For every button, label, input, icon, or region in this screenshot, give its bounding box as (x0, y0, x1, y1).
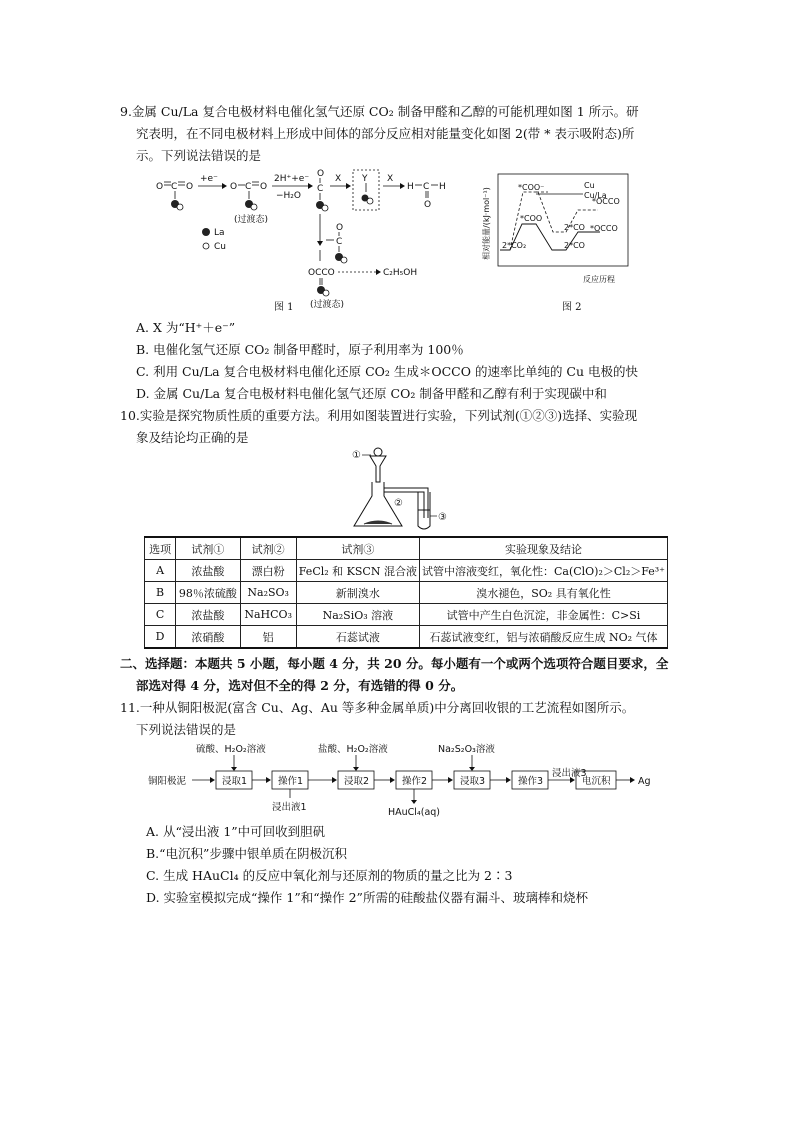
flow-reagent-1: 硫酸、H₂O₂溶液 (196, 744, 266, 755)
flow-box-op1: 操作1 (278, 776, 304, 787)
flow-out-2: HAuCl₄(aq) (388, 807, 441, 818)
table-row: C 浓盐酸 NaHCO₃ Na₂SiO₃ 溶液 试管中产生白色沉淀，非金属性：C>Si (145, 604, 668, 626)
q9-option-d: D. 金属 Cu/La 复合电极材料电催化氢气还原 CO₂ 制备甲醛和乙醇有利于实现碳中和 (136, 386, 607, 401)
state-2co2: 2*CO₂ (502, 241, 527, 250)
q9-stem-line1: 9.金属 Cu/La 复合电极材料电催化氢气还原 CO₂ 制备甲醛和乙醇的可能机理如图 1 所示。研 (120, 104, 639, 119)
table-row: A 浓盐酸 漂白粉 FeCl₂ 和 KSCN 混合液 试管中溶液变红，氧化性：Ca(ClO)₂＞Cl₂＞Fe³⁺ (145, 560, 668, 582)
flow-out-3: 浸出液3 (552, 768, 587, 779)
figure-2-energy-profile (478, 170, 638, 300)
hcho-o: O (424, 200, 432, 210)
legend-cu: Cu (214, 242, 226, 252)
q11-stem-line2: 下列说法错误的是 (136, 722, 237, 737)
flow-box-leach1: 浸取1 (222, 776, 248, 787)
q11-stem-line1: 11.一种从铜阳极泥(富含 Cu、Ag、Au 等多种金属单质)中分离回收银的工艺流程如图所示。 (120, 700, 635, 715)
q11-option-d: D. 实验室模拟完成“操作 1”和“操作 2”所需的硅酸盐仪器有漏斗、玻璃棒和烧杯 (146, 890, 588, 905)
q9-option-c: C. 利用 Cu/La 复合电极材料电催化还原 CO₂ 生成＊OCCO 的速率比单纯的 Cu 电极的快 (136, 364, 639, 379)
legend-cu-marker (203, 243, 209, 249)
flow-box-op3: 操作3 (518, 776, 544, 787)
q9-option-b: B. 电催化氢气还原 CO₂ 制备甲醛时，原子利用率为 100％ (136, 342, 464, 357)
flow-start: 铜阳极泥 (148, 776, 187, 787)
co2-left-o: O (156, 182, 164, 192)
state-occo-low: *OCCO (590, 224, 618, 233)
flow-box-leach2: 浸取2 (344, 776, 370, 787)
label-reagent-3: ③ (438, 512, 447, 523)
x-axis-label: 反应历程 (583, 275, 615, 284)
flow-end: Ag (638, 776, 651, 787)
state-2co-low: 2*CO (564, 241, 585, 250)
hcho-c: C (423, 182, 430, 192)
th-reagent-2: 试剂② (240, 537, 296, 560)
q9-stem-line3: 示。下列说法错误的是 (136, 148, 262, 163)
flow-box-electro: 电沉积 (582, 776, 611, 787)
th-result: 实验现象及结论 (419, 537, 667, 560)
y-label: Y (362, 174, 368, 184)
label-reagent-1: ① (352, 450, 361, 461)
th-reagent-3: 试剂③ (296, 537, 419, 560)
y-axis-label: 相对能量/(kJ·mol⁻¹) (482, 187, 491, 260)
q11-option-b: B.“电沉积”步骤中银单质在阴极沉积 (146, 846, 347, 861)
legend-la-marker (202, 228, 210, 236)
x-label-1: X (335, 174, 342, 184)
figure-1-caption: 图 1 (274, 302, 294, 313)
state-occo-top: *OCCO (592, 197, 620, 206)
ts2-label: (过渡态) (310, 300, 345, 310)
flow-box-leach3: 浸取3 (460, 776, 486, 787)
legend-la: La (214, 228, 225, 238)
int-o-top: O (317, 169, 325, 179)
int2-c: C (336, 237, 343, 247)
ts1-c: C (245, 182, 252, 192)
table-header-row (145, 537, 668, 560)
flow-reagent-3: Na₂S₂O₃溶液 (438, 744, 495, 755)
q10-stem-line2: 象及结论均正确的是 (136, 430, 249, 445)
reagent-e: +e⁻ (200, 174, 218, 184)
q11-option-c: C. 生成 HAuCl₄ 的反应中氧化剂与还原剂的物质的量之比为 2∶3 (146, 868, 513, 883)
th-reagent-1: 试剂① (176, 537, 240, 560)
section2-heading-line1: 二、选择题：本题共 5 小题，每小题 4 分，共 20 分。每小题有一个或两个选项符合题目要求，全 (120, 656, 669, 671)
ethanol-product: C₂H₅OH (383, 268, 418, 278)
figure-2-caption: 图 2 (562, 302, 582, 313)
q9-option-a: A. X 为“H⁺＋e⁻” (136, 320, 236, 335)
reagent-minus-water: −H₂O (276, 191, 302, 201)
int-c: C (317, 184, 324, 194)
q11-option-a: A. 从“浸出液 1”中可回收到胆矾 (146, 824, 326, 839)
th-option: 选项 (145, 537, 176, 560)
hcho-h-right: H (439, 182, 446, 192)
q10-stem-line1: 10.实验是探究物质性质的重要方法。利用如图装置进行实验，下列试剂(①②③)选择、实验现 (120, 408, 638, 423)
solid-reagent (364, 521, 392, 524)
section2-heading-line2: 部选对得 4 分，选对但不全的得 2 分，有选错的得 0 分。 (136, 678, 464, 693)
legend-cu-line: Cu (584, 181, 595, 190)
co2-right-o: O (186, 182, 194, 192)
occo-label: OCCO (308, 268, 335, 278)
cu-atom-1 (177, 204, 183, 210)
table-row: D 浓硝酸 铝 石蕊试液 石蕊试液变红，铝与浓硝酸反应生成 NO₂ 气体 (145, 626, 668, 649)
state-2co-top: 2*CO (564, 223, 585, 232)
figure-1-mechanism (150, 166, 460, 314)
reagent-table (144, 536, 668, 649)
state-coo-minus: *COO⁻ (518, 183, 545, 192)
legend-cula-line: Cu/La (584, 191, 607, 200)
state-coo: *COO (520, 214, 543, 223)
int2-o: O (336, 223, 344, 233)
hcho-h-left: H (407, 182, 414, 192)
flow-box-op2: 操作2 (402, 776, 428, 787)
q9-stem-line2: 究表明，在不同电极材料上形成中间体的部分反应相对能量变化如图 2(带 * 表示吸附态)所 (136, 126, 635, 141)
flow-reagent-2: 盐酸、H₂O₂溶液 (318, 744, 388, 755)
reagent-h-e: 2H⁺+e⁻ (274, 174, 310, 184)
separatory-funnel (370, 456, 386, 482)
apparatus-diagram (340, 446, 460, 532)
ts1-o2: O (260, 182, 268, 192)
ts1-o1: O (230, 182, 238, 192)
ts1-label: (过渡态) (234, 215, 269, 225)
flow-out-1: 浸出液1 (272, 802, 307, 813)
x-label-2: X (387, 174, 394, 184)
table-row: B 98％浓硫酸 Na₂SO₃ 新制溴水 溴水褪色，SO₂ 具有氧化性 (145, 582, 668, 604)
label-reagent-2: ② (394, 498, 403, 509)
process-flow-diagram (148, 740, 668, 818)
co2-c: C (171, 182, 178, 192)
